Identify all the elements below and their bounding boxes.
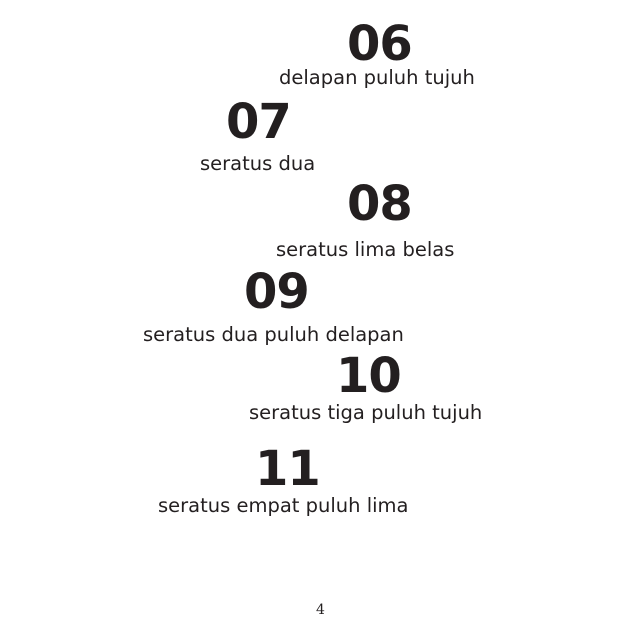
number-11: 11 xyxy=(255,441,320,497)
words-08: seratus lima belas xyxy=(276,238,455,261)
words-10: seratus tiga puluh tujuh xyxy=(249,401,483,424)
number-07: 07 xyxy=(226,94,291,150)
words-09: seratus dua puluh delapan xyxy=(143,323,404,346)
number-06: 06 xyxy=(347,16,412,72)
words-11: seratus empat puluh lima xyxy=(158,494,409,517)
number-08: 08 xyxy=(347,176,412,232)
page-number: 4 xyxy=(316,602,325,618)
number-09: 09 xyxy=(244,264,309,320)
words-06: delapan puluh tujuh xyxy=(279,66,475,89)
words-07: seratus dua xyxy=(200,152,316,175)
number-10: 10 xyxy=(336,348,401,404)
